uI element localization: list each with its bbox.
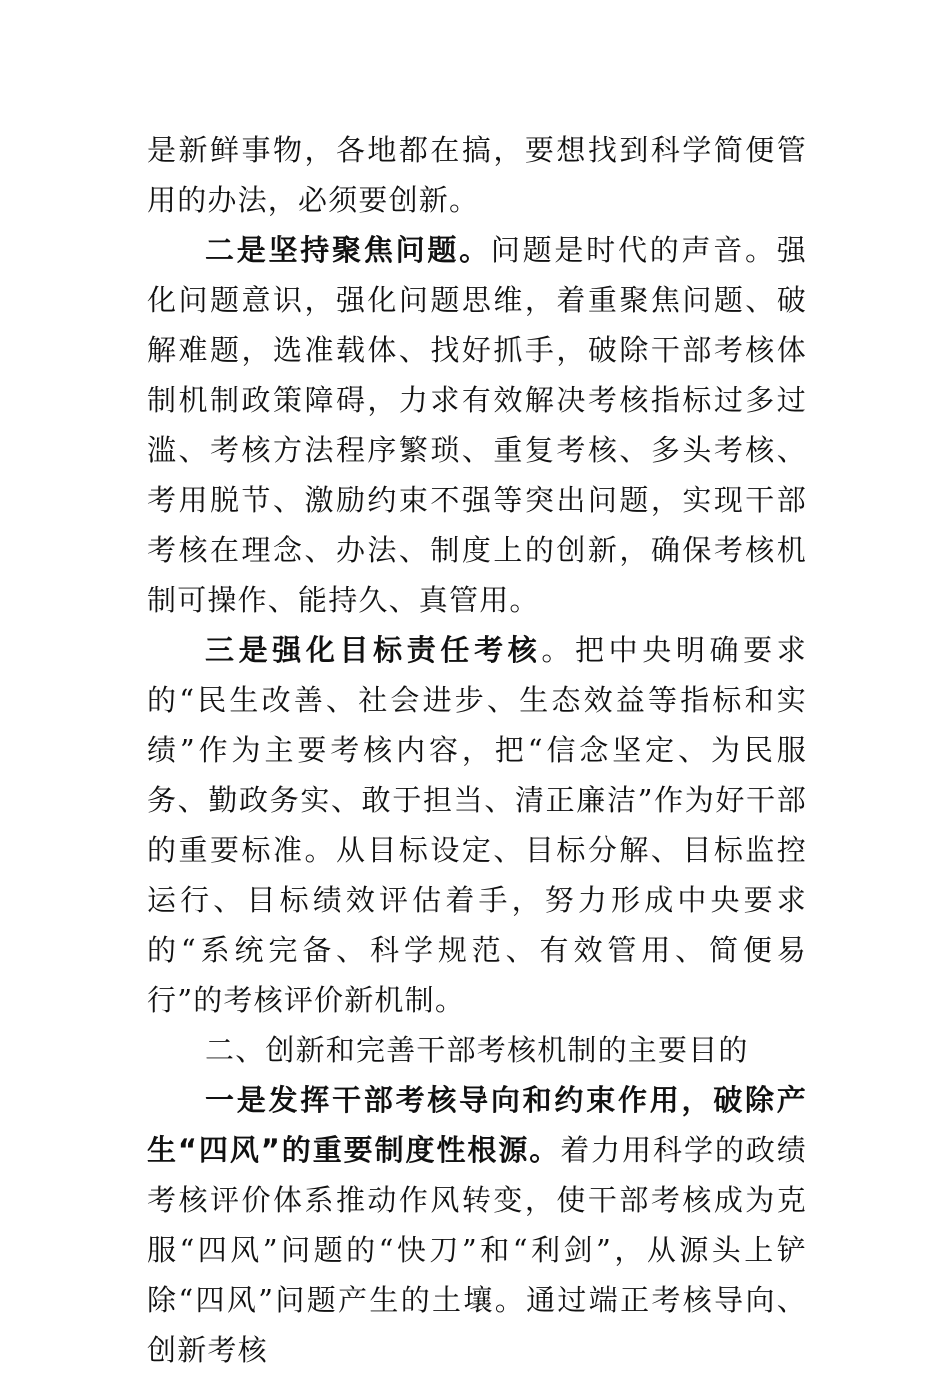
paragraph-text: 是新鲜事物，各地都在搞，要想找到科学简便管用的办法，必须要创新。 — [147, 133, 807, 217]
document-body — [147, 125, 807, 1375]
paragraph-text: 问题是时代的声音。强化问题意识，强化问题思维，着重聚焦问题、破解难题，选准载体、找好抓手，破除干部考核体制机制政策障碍，力求有效解决考核指标过多过滥、考核方法程序繁琐、重复考核、多头考核、考用脱节、激励约束不强等突出问题，实现干部考核在理念、办法、制度上的创新，确保考核机制可操作、能持久、真管用。 — [147, 233, 807, 617]
paragraph-lead: 三是强化目标责任考核 — [205, 633, 542, 667]
paragraph-lead: 二是坚持聚焦问题。 — [205, 233, 491, 267]
paragraph-guidance-role — [147, 1075, 807, 1375]
paragraph-continuation — [147, 125, 807, 225]
paragraph-lead: 一是发挥干部考核导向和约束作用，破除产生“四风”的重要制度性根源。 — [147, 1083, 807, 1167]
paragraph-target-responsibility — [147, 625, 807, 1025]
paragraph-text: 着力用科学的政绩考核评价体系推动作风转变，使干部考核成为克服“四风”问题的“快刀”和“利剑”，从源头上铲除“四风”问题产生的土壤。通过端正考核导向、创新考核 — [147, 1133, 807, 1367]
section-heading: 二、创新和完善干部考核机制的主要目的 — [205, 1033, 749, 1067]
paragraph-text: 。把中央明确要求的“民生改善、社会进步、生态效益等指标和实绩”作为主要考核内容，把“信念坚定、为民服务、勤政务实、敢于担当、清正廉洁”作为好干部的重要标准。从目标设定、目标分解、目标监控运行、目标绩效评估着手，努力形成中央要求的“系统完备、科学规范、有效管用、简便易行”的考核评价新机制。 — [147, 633, 807, 1017]
paragraph-focus-problems — [147, 225, 807, 625]
